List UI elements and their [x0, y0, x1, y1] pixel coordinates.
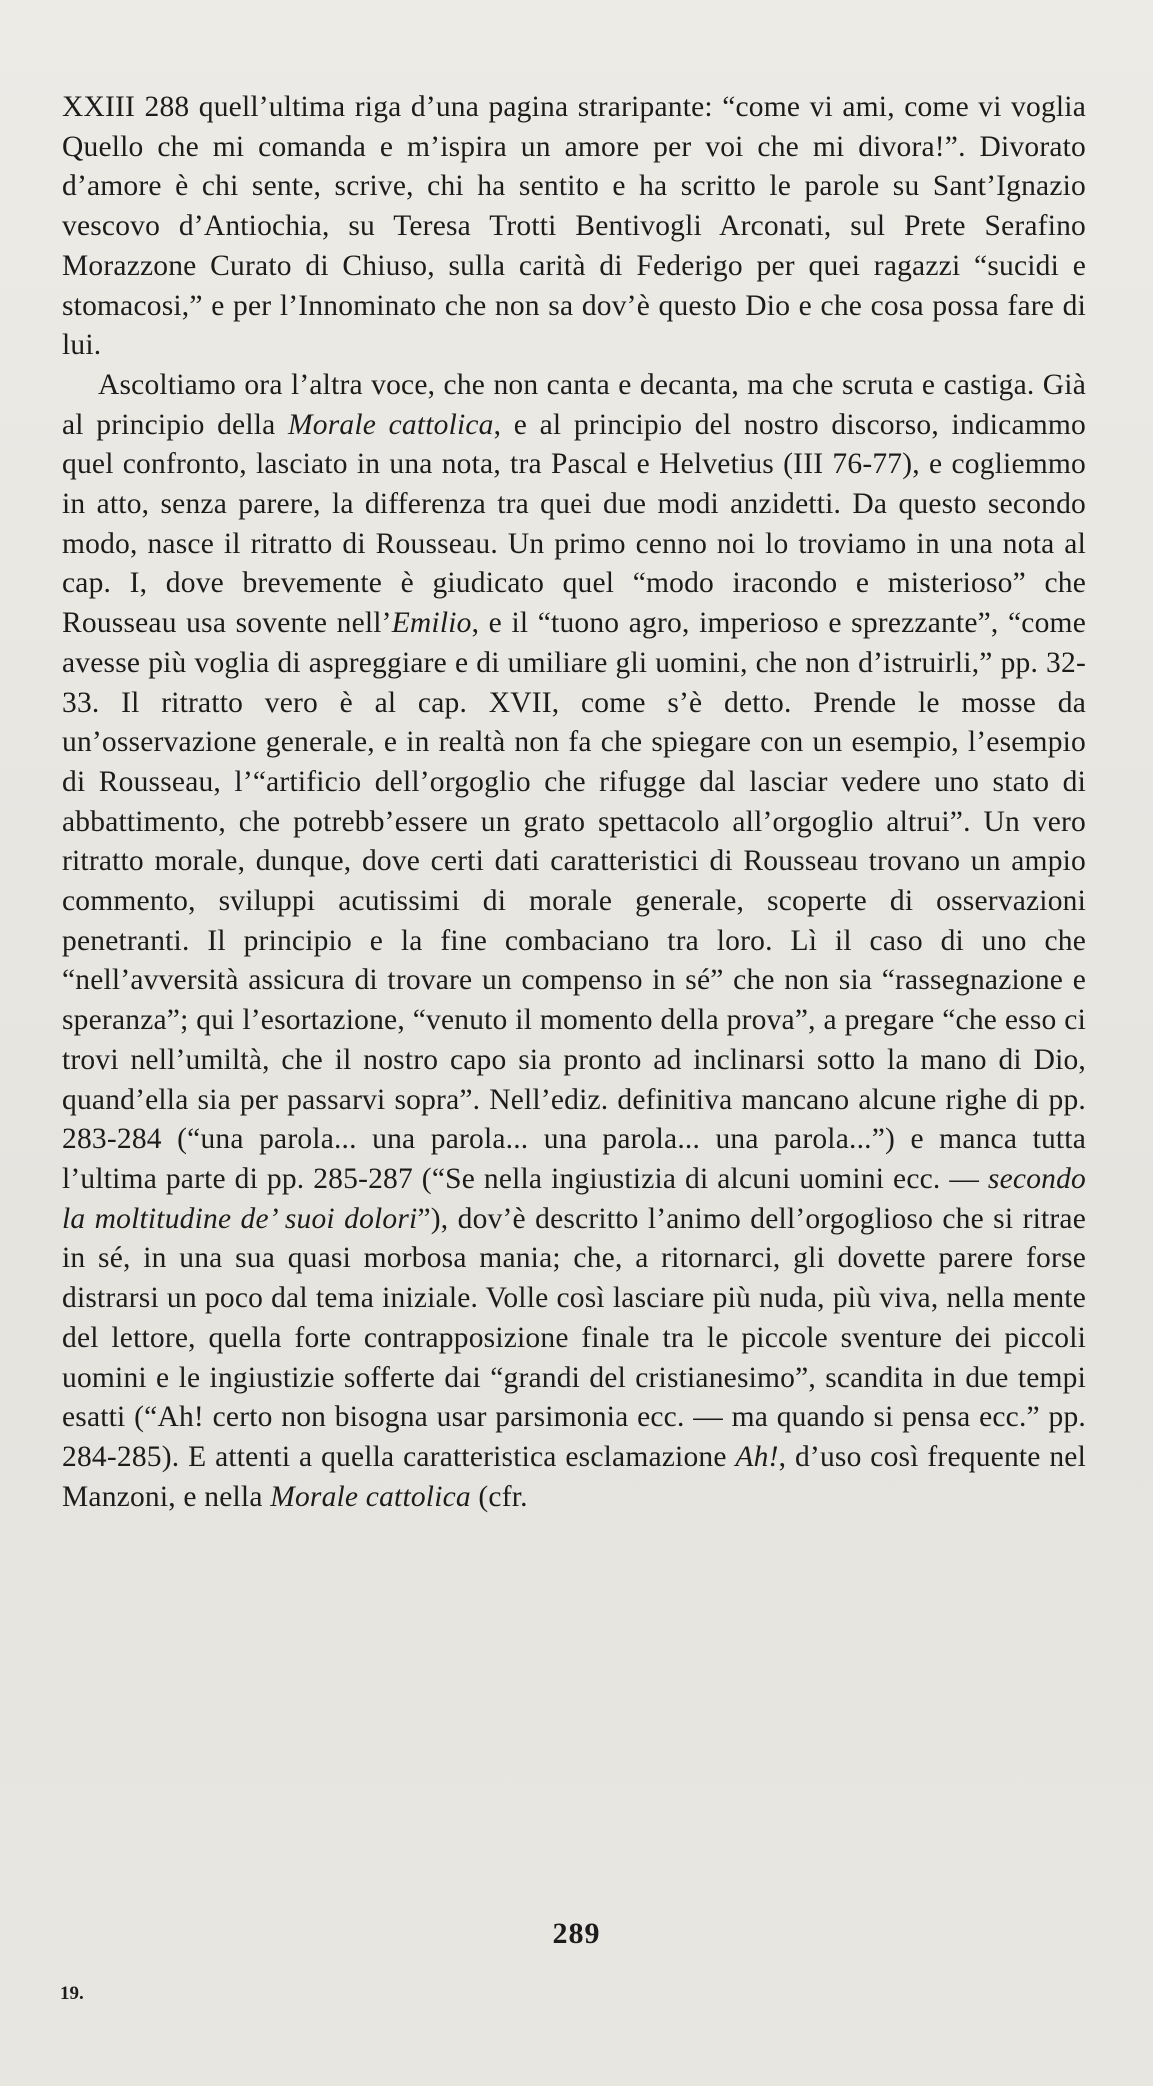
italic-title: Morale cattolica — [270, 1480, 471, 1513]
body-text — [62, 88, 1086, 1517]
page-number: 289 — [552, 1917, 601, 1950]
paragraph: XXIII 288 quell’ultima riga d’una pagina straripante: “come vi ami, come vi voglia Quello che mi comanda e m’ispira un amore per voi che mi divora!”. Divorato d’amore è chi sente, scrive, chi ha sentito e ha scritto le parole su Sant’Ignazio vescovo d’Antiochia, su Teresa Trotti Bentivogli Arconati, sul Prete Serafino Morazzone Curato di Chiuso, sulla carità di Federigo per quei ragazzi “sucidi e stomacosi,” e per l’Innominato che non sa dov’è questo Dio e che cosa possa fare di lui. — [62, 91, 1086, 362]
italic-title: Morale cattolica — [288, 408, 494, 441]
italic-title: Emilio — [391, 607, 472, 640]
paragraph: Ascoltiamo ora l’altra voce, che non canta e decanta, ma che scruta e castiga. Già al principio della Morale cattolica, e al principio del nostro discorso, indicammo quel confronto, lasciato in una nota, tra Pascal e Helvetius (III 76-77), e cogliemmo in atto, senza parere, la differenza tra quei due modi anzidetti. Da questo secondo modo, nasce il ritratto di Rousseau. Un primo cenno noi lo troviamo in una nota al cap. I, dove brevemente è giudicato quel “modo iracondo e misterioso” che Rousseau usa sovente nell’Emilio, e il “tuono agro, imperioso e sprezzante”, “come avesse più voglia di aspreggiare e di umiliare gli uomini, che non d’istruirli,” pp. 32-33. Il ritratto vero è al cap. XVII, come s’è detto. Prende le mosse da un’osservazione generale, e in realtà non fa che spiegare con un esempio, l’esempio di Rousseau, l’“artificio dell’orgoglio che rifugge dal lasciar vedere uno stato di abbattimento, che potrebb’essere un grato spettacolo all’orgoglio altrui”. Un vero ritratto morale, dunque, dove certi dati caratteristici di Rousseau trovano un ampio commento, sviluppi acutissimi di morale generale, scoperte di osservazioni penetranti. Il principio e la fine combaciano tra loro. Lì il caso di uno che “nell’avversità assicura di trovare un compenso in sé” che non sia “rassegnazione e speranza”; qui l’esortazione, “venuto il momento della prova”, a pregare “che esso ci trovi nell’umiltà, che il nostro capo sia pronto ad inclinarsi sotto la mano di Dio, quand’ella sia per passarvi sopra”. Nell’ediz. definitiva mancano alcune righe di pp. 283-284 (“una parola... una parola... una parola... una parola...”) e manca tutta l’ultima parte di pp. 285-287 (“Se nella ingiustizia di alcuni uomini ecc. — secondo la moltitudine de’ suoi dolori”), dov’è descritto l’animo dell’orgoglioso che si ritrae in sé, in una sua quasi morbosa mania; che, a ritornarci, gli dovette parere forse distrarsi un poco dal tema iniziale. Volle così lasciare più nuda, più viva, nella mente del lettore, quella forte contrapposizione finale tra le piccole sventure dei piccoli uomini e le ingiustizie sofferte dai “grandi del cristianesimo”, scandita in due tempi esatti (“Ah! certo non bisogna usar parsimonia ecc. — ma quando si pensa ecc.” pp. 284-285). E attenti a quella caratteristica esclamazione Ah!, d’uso così frequente nel Manzoni, e nella Morale cattolica (cfr. — [62, 368, 1086, 1513]
italic-quote: secondo la moltitudine de’ suoi dolori — [62, 1162, 1086, 1235]
signature-mark: 19. — [60, 1983, 84, 2004]
italic-exclamation: Ah! — [735, 1440, 779, 1473]
